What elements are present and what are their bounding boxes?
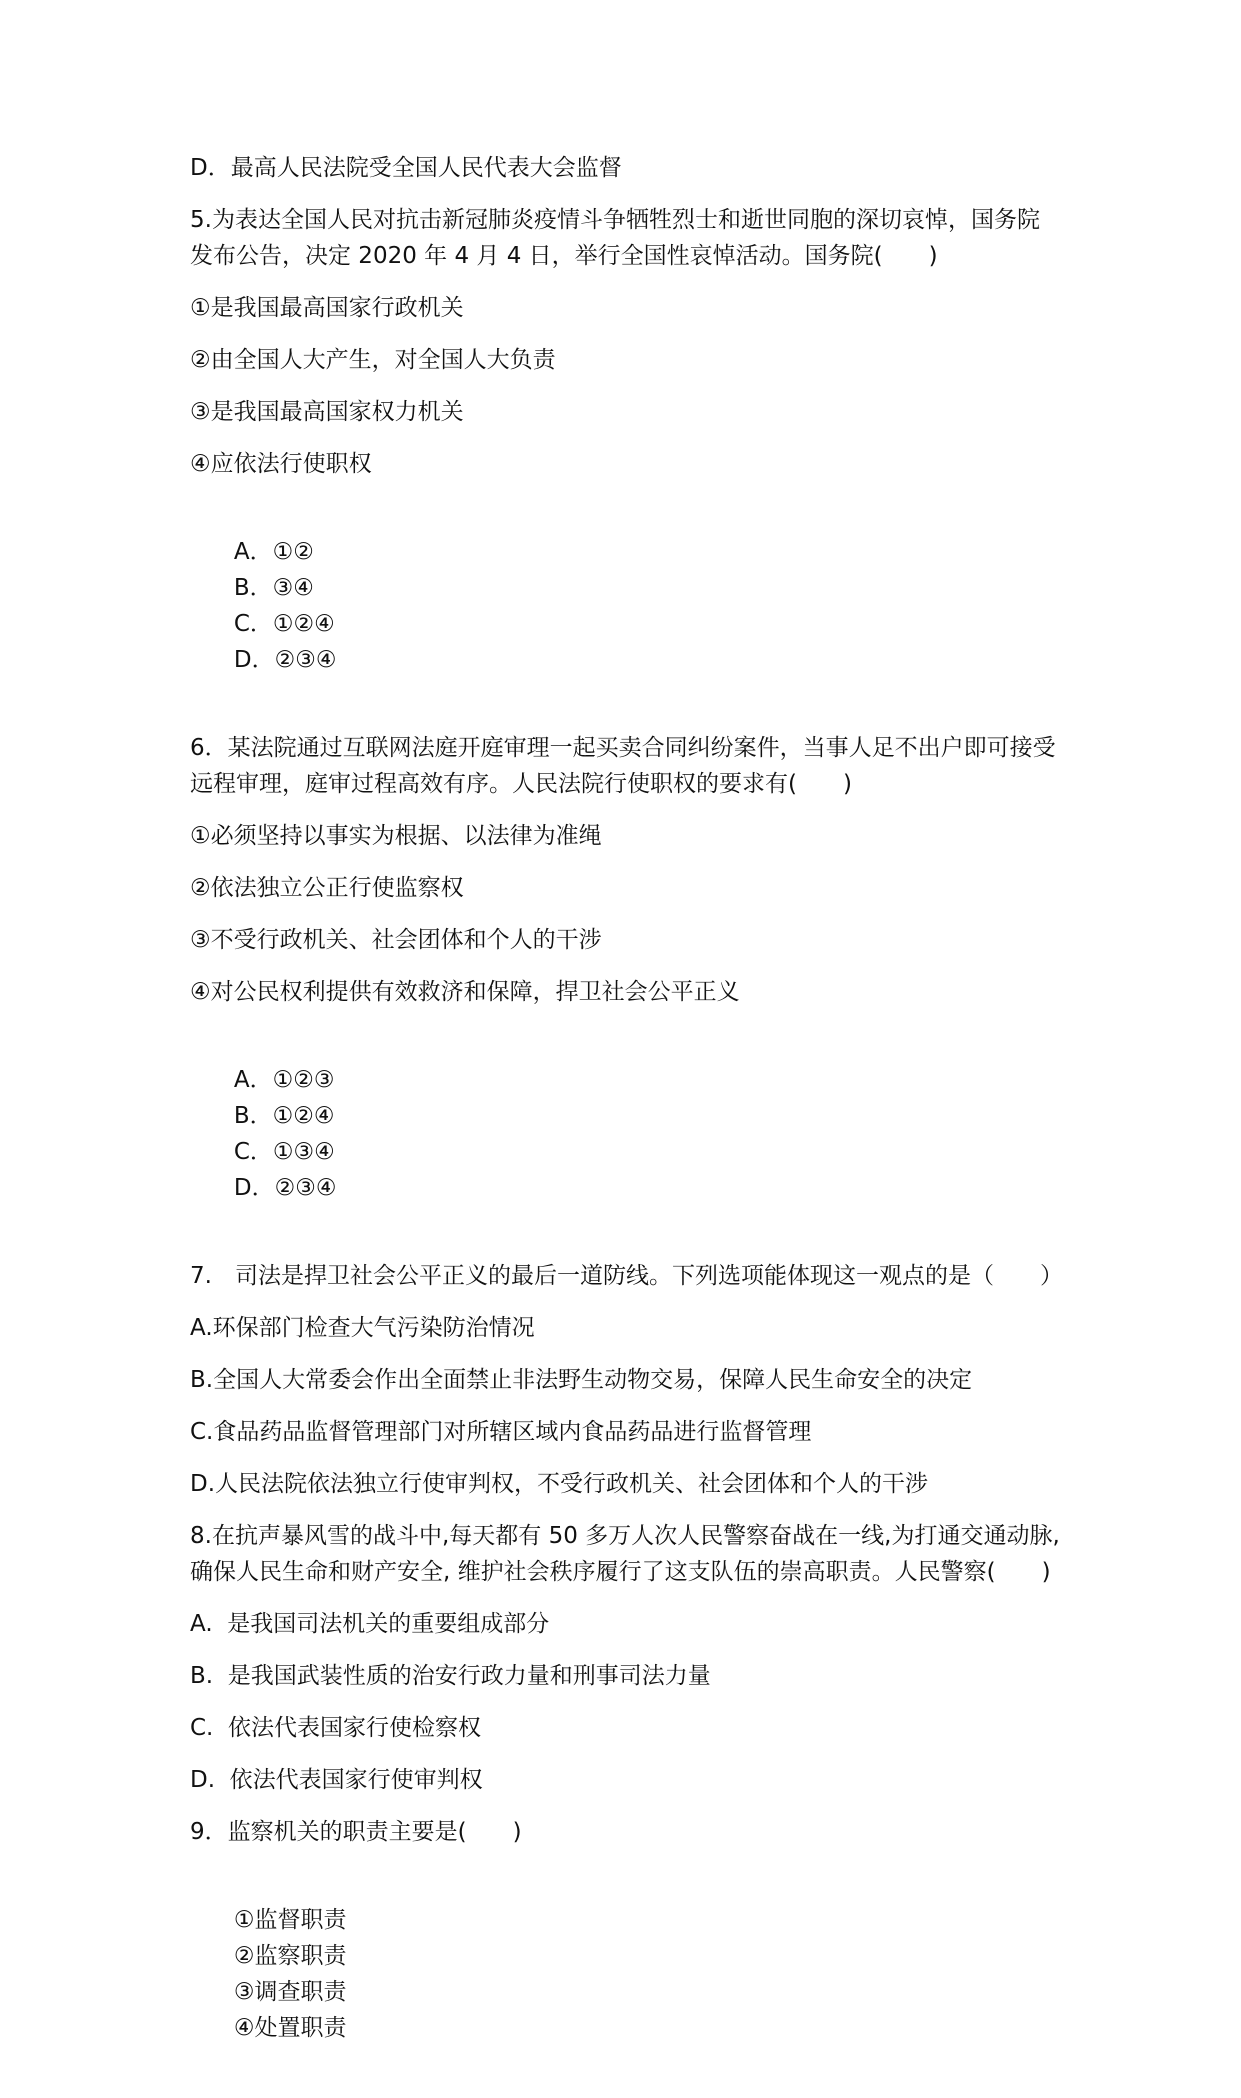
q5-option-c: C．①②④	[233, 611, 335, 637]
q9-item-4: ④处置职责	[233, 2015, 347, 2041]
q5-option-a: A．①②	[233, 539, 314, 565]
q6-option-b: B．①②④	[233, 1103, 335, 1129]
q9-stem: 9．监察机关的职责主要是( )	[190, 1819, 522, 1845]
q9-items	[190, 1866, 1060, 2082]
q9-item-1: ①监督职责	[233, 1907, 347, 1933]
q9-item-2: ②监察职责	[233, 1943, 347, 1969]
q7-option-a: A.环保部门检查大气污染防治情况	[190, 1315, 535, 1341]
q5-item-4: ④应依法行使职权	[190, 451, 372, 477]
q7-option-b: B.全国人大常委会作出全面禁止非法野生动物交易，保障人民生命安全的决定	[190, 1367, 973, 1393]
q6-item-2: ②依法独立公正行使监察权	[190, 875, 464, 901]
q6-options	[190, 1026, 1060, 1242]
q5-item-2: ②由全国人大产生，对全国人大负责	[190, 347, 556, 373]
q8-option-c: C. 依法代表国家行使检察权	[190, 1715, 481, 1741]
q5-stem: 5.为表达全国人民对抗击新冠肺炎疫情斗争牺牲烈士和逝世同胞的深切哀悼，国务院发布公告，决定 2020 年 4 月 4 日，举行全国性哀悼活动。国务院( )	[190, 207, 1040, 269]
q5-options	[190, 498, 1060, 714]
q6-item-3: ③不受行政机关、社会团体和个人的干涉	[190, 927, 602, 953]
q8-option-b: B. 是我国武装性质的治安行政力量和刑事司法力量	[190, 1663, 711, 1689]
q6-item-1: ①必须坚持以事实为根据、以法律为准绳	[190, 823, 602, 849]
q7-stem: 7. 司法是捍卫社会公平正义的最后一道防线。下列选项能体现这一观点的是（ ）	[190, 1263, 1063, 1289]
q6-option-d: D．②③④	[233, 1175, 337, 1201]
q6-option-a: A．①②③	[233, 1067, 335, 1093]
q5-item-1: ①是我国最高国家行政机关	[190, 295, 464, 321]
q7-option-c: C.食品药品监督管理部门对所辖区域内食品药品进行监督管理	[190, 1419, 812, 1445]
q9-item-3: ③调查职责	[233, 1979, 347, 2005]
q6-stem: 6．某法院通过互联网法庭开庭审理一起买卖合同纠纷案件，当事人足不出户即可接受远程审理，庭审过程高效有序。人民法院行使职权的要求有( )	[190, 735, 1056, 797]
q5-option-d: D．②③④	[233, 647, 337, 673]
q8-option-d: D. 依法代表国家行使审判权	[190, 1767, 483, 1793]
q7-option-d: D.人民法院依法独立行使审判权，不受行政机关、社会团体和个人的干涉	[190, 1471, 929, 1497]
q8-stem: 8.在抗声暴风雪的战斗中,每天都有 50 多万人次人民警察奋战在一线,为打通交通动脉,确保人民生命和财产安全, 维护社会秩序履行了这支队伍的崇高职责。人民警察( )	[190, 1523, 1060, 1585]
q6-option-c: C．①③④	[233, 1139, 335, 1165]
q5-option-b: B．③④	[233, 575, 314, 601]
question-list	[190, 150, 1063, 2098]
q4-option-d: D．最高人民法院受全国人民代表大会监督	[190, 155, 622, 181]
q6-item-4: ④对公民权利提供有效救济和保障，捍卫社会公平正义	[190, 979, 740, 1005]
q5-item-3: ③是我国最高国家权力机关	[190, 399, 464, 425]
q8-option-a: A. 是我国司法机关的重要组成部分	[190, 1611, 550, 1637]
